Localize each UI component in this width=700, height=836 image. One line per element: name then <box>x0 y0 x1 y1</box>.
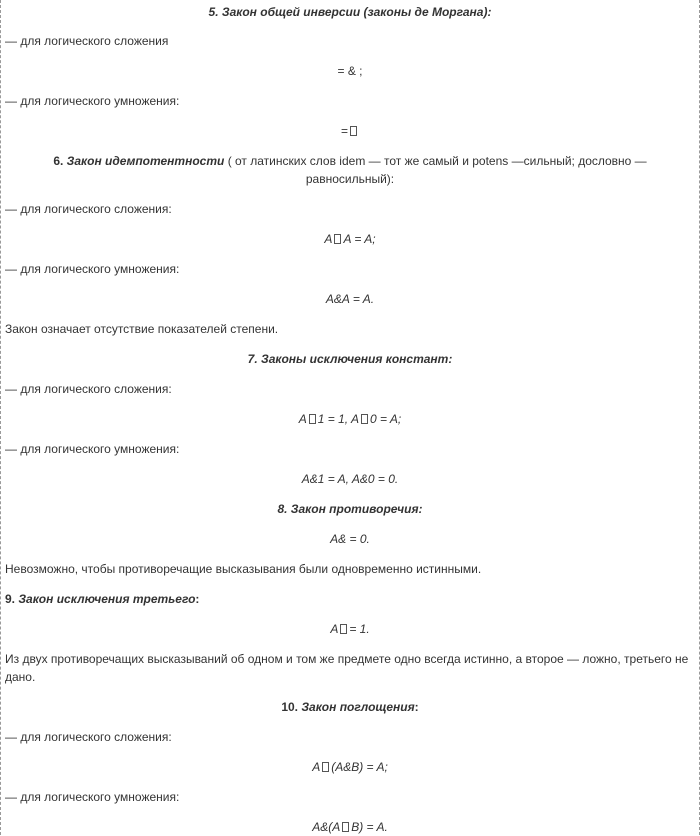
or-operator-icon <box>322 762 329 772</box>
section-8-heading: 8. Закон противоречия: <box>277 502 423 516</box>
section-10-add-label: — для логического сложения: <box>5 730 172 744</box>
section-7-add-label: — для логического сложения: <box>5 382 172 396</box>
section-6-mul-label: — для логического умножения: <box>5 262 180 276</box>
section-7-mul-label: — для логического умножения: <box>5 442 180 456</box>
section-10-mul-formula: A&(A B) = A. <box>312 820 388 834</box>
section-5-mul-formula: = <box>5 122 695 140</box>
section-10-heading: 10. Закон поглощения: <box>281 700 419 714</box>
section-6-add-formula: A A = A; <box>324 232 376 246</box>
section-5-add-label: — для логического сложения <box>5 34 169 48</box>
section-9-formula: A = 1. <box>330 622 370 636</box>
section-8-formula: A& = 0. <box>330 532 370 546</box>
or-operator-icon <box>342 822 349 832</box>
section-8-note: Невозможно, чтобы противоречащие высказывания были одновременно истинными. <box>5 562 482 576</box>
section-5-add-formula: = & ; <box>337 64 363 78</box>
missing-glyph-icon <box>350 126 357 136</box>
section-9-note: Из двух противоречащих высказываний об одном и том же предмете одно всегда истинно, а второе — ложно, третьего не дано. <box>5 652 689 684</box>
section-9-heading: 9. Закон исключения третьего: <box>5 592 200 606</box>
section-6-add-label: — для логического сложения: <box>5 202 172 216</box>
section-7-mul-formula: A&1 = A, A&0 = 0. <box>301 472 399 486</box>
section-5-heading: 5. Закон общей инверсии (законы де Моргана): <box>208 5 492 19</box>
or-operator-icon <box>340 624 347 634</box>
or-operator-icon <box>361 414 368 424</box>
or-operator-icon <box>309 414 316 424</box>
section-10-mul-label: — для логического умножения: <box>5 790 180 804</box>
section-5-mul-label: — для логического умножения: <box>5 94 180 108</box>
or-operator-icon <box>334 234 341 244</box>
section-6-note: Закон означает отсутствие показателей степени. <box>5 322 279 336</box>
section-6-mul-formula: A&A = A. <box>325 292 375 306</box>
section-7-add-formula: A 1 = 1, A 0 = A; <box>298 412 402 426</box>
section-6-heading: 6. Закон идемпотентности ( от латинских слов idem — тот же самый и potens —сильный; дословно — равносильный): <box>53 154 647 186</box>
section-7-heading: 7. Законы исключения констант: <box>247 352 453 366</box>
section-10-add-formula: A (A&B) = A; <box>312 760 388 774</box>
